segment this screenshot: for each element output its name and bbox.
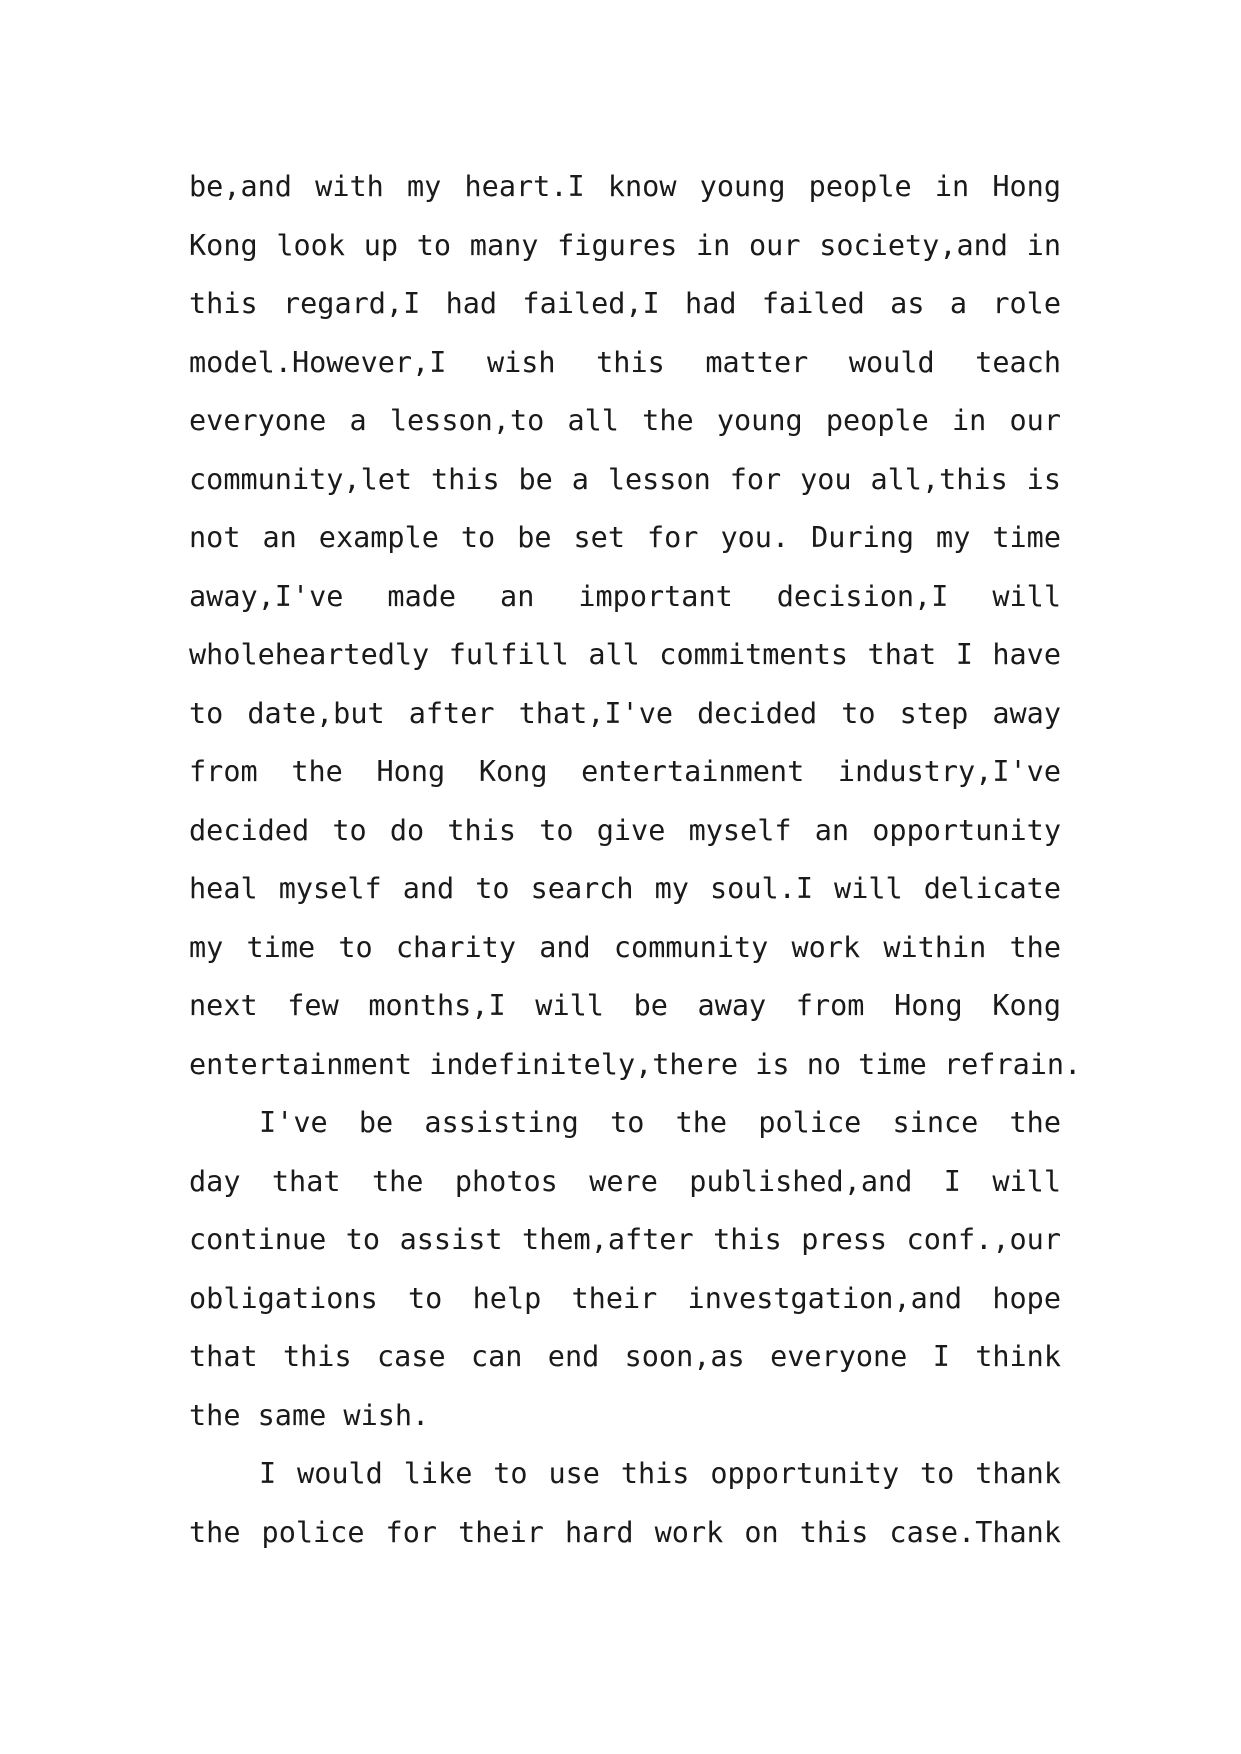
text-line: the same wish. (189, 1398, 430, 1432)
text-line: that this case can end soon,as everyone I think (189, 1340, 1061, 1373)
text-line: obligations to help their investgation,and hope (189, 1281, 1061, 1315)
text-line: my time to charity and community work within the (189, 930, 1061, 964)
text-line: the police for their hard work on this case.Thank (189, 1515, 1061, 1549)
text-line: Kong look up to many figures in our society,and in (189, 228, 1061, 262)
document-body (189, 158, 1082, 1562)
text-line: I would like to use this opportunity to thank (259, 1457, 1061, 1490)
text-line: not an example to be set for you. During my time (189, 521, 1061, 554)
text-line: next few months,I will be away from Hong Kong (189, 989, 1061, 1022)
text-line: heal myself and to search my soul.I will delicate (189, 872, 1061, 905)
text-line: day that the photos were published,and I will (189, 1164, 1061, 1198)
text-line: be,and with my heart.I know young people in Hong (189, 170, 1061, 203)
text-line: model.However,I wish this matter would teach (189, 345, 1061, 379)
text-line: away,I've made an important decision,I will (189, 579, 1061, 613)
text-line: wholeheartedly fulfill all commitments that I have (189, 638, 1061, 671)
text-line: I've be assisting to the police since the (259, 1106, 1061, 1139)
text-line: community,let this be a lesson for you all,this is (189, 462, 1061, 496)
text-line: decided to do this to give myself an opportunity (189, 813, 1061, 847)
text-line: continue to assist them,after this press conf.,our (189, 1223, 1061, 1256)
text-line: entertainment indefinitely,there is no time refrain. (189, 1047, 1082, 1081)
text-line: this regard,I had failed,I had failed as a role (189, 287, 1061, 320)
text-line: to date,but after that,I've decided to step away (189, 696, 1061, 730)
text-line: from the Hong Kong entertainment industry,I've (189, 755, 1061, 788)
text-line: everyone a lesson,to all the young people in our (189, 404, 1061, 437)
